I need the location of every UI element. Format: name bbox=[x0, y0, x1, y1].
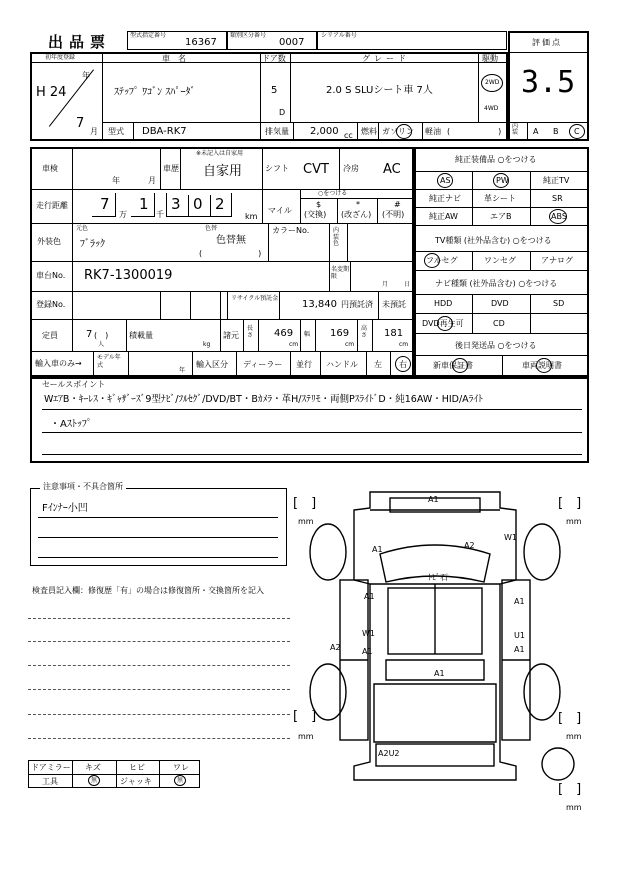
height-label: 高さ bbox=[361, 325, 368, 340]
tv-analog: アナログ bbox=[541, 256, 573, 265]
tv-fullseg: フルセグ bbox=[426, 256, 458, 265]
mm-front-right: mm bbox=[566, 517, 582, 526]
form-title: 出品票 bbox=[48, 33, 112, 51]
diag-label-rear-bumper: A2U2 bbox=[378, 749, 400, 758]
score-label: 評価点 bbox=[532, 38, 562, 47]
year-unit: 年 bbox=[82, 71, 90, 80]
diag-label-front-bumper: A1 bbox=[428, 495, 439, 504]
first-reg-label: 初年度登録 bbox=[45, 54, 76, 61]
car-damage-diagram bbox=[290, 480, 590, 820]
sales-line2: ・Aｽﾄｯﾌﾟ bbox=[50, 419, 92, 430]
nav-dvd-play: DVD再生可 bbox=[422, 319, 464, 328]
bracket-spare: [ ] bbox=[558, 782, 582, 797]
nav-cd: CD bbox=[493, 319, 505, 328]
nav-sd: SD bbox=[553, 299, 565, 308]
serial-label: シリアル番号 bbox=[321, 32, 357, 39]
sales-line1: WｴｱB・ｷｰﾚｽ・ｷﾞｬｻﾞｰｽﾞ9型ﾅﾋﾞ/ﾌﾙｾｸﾞ/DVD/BT・Bｶﾒﾗ・革H/ｽﾃﾘﾓ・両側PｽﾗｲﾄﾞD・純16AW・HID/Aﾗｲﾄ bbox=[44, 394, 483, 405]
name-change-day: 日 bbox=[404, 281, 411, 288]
tool-label: 工具 bbox=[42, 777, 58, 786]
chassis-value: RK7-1300019 bbox=[84, 268, 173, 283]
interior-label: 内装 bbox=[512, 123, 519, 136]
capacity-value: 7 bbox=[86, 329, 93, 340]
mileage-digit4: 0 bbox=[193, 195, 203, 213]
interior-a: A bbox=[533, 127, 539, 136]
equip-as-circle bbox=[437, 173, 453, 188]
history-note: ※未記入は自家用 bbox=[196, 150, 244, 157]
ware-label: ワレ bbox=[173, 763, 189, 772]
equip-navi: 純正ナビ bbox=[429, 194, 461, 203]
unknown-label: (不明) bbox=[382, 210, 405, 219]
nav-hdd: HDD bbox=[434, 299, 453, 308]
notes-title: 注意事項・不具合箇所 bbox=[40, 483, 126, 491]
tool-mark: 無 bbox=[91, 777, 98, 784]
notes-line1: Fｲﾝﾅｰ小凹 bbox=[42, 503, 88, 514]
history-value: 自家用 bbox=[203, 164, 243, 179]
tamper-sym: * bbox=[356, 200, 360, 209]
length-unit: cm bbox=[289, 341, 299, 348]
import-class-label: 輸入区分 bbox=[196, 360, 228, 369]
tv-title: TV種類 (社外品含む) ○をつける bbox=[435, 236, 552, 245]
color-repaint-label: 色替 bbox=[205, 225, 218, 232]
diag-label-left-quarter: A2 bbox=[330, 643, 341, 652]
later-warranty-circle bbox=[452, 358, 468, 373]
interior-c-circle bbox=[569, 124, 585, 139]
diag-label-front-right: W1 bbox=[504, 533, 517, 542]
diag-label-hood-left: A1 bbox=[372, 545, 383, 554]
not-deposited: 未預託 bbox=[382, 300, 406, 309]
recycle-unit: 円 bbox=[341, 300, 349, 309]
color-paren: ( ) bbox=[199, 249, 262, 258]
later-warranty: 新車保証書 bbox=[433, 361, 473, 370]
int-color-label: 内装色 bbox=[333, 227, 340, 248]
mileage-digit5: 2 bbox=[215, 195, 225, 213]
mileage-digit2: 1 bbox=[139, 195, 149, 213]
type-value: DBA-RK7 bbox=[142, 126, 187, 137]
mile-label: マイル bbox=[268, 206, 292, 215]
bracket-rear-right: [ ] bbox=[558, 711, 582, 726]
door-mirror-label: ドアミラー bbox=[31, 763, 71, 772]
shift-value: CVT bbox=[303, 162, 329, 177]
later-title: 後日発送品 ○をつける bbox=[455, 341, 537, 350]
displacement-unit: cc bbox=[344, 131, 353, 140]
sales-label: セールスポイント bbox=[42, 380, 106, 389]
nav-title: ナビ種類 (社外品含む) ○をつける bbox=[435, 279, 558, 288]
inspection-label: 車検 bbox=[42, 164, 58, 173]
chassis-label: 車台No. bbox=[36, 271, 66, 280]
parallel-label: 並行 bbox=[296, 360, 312, 369]
later-manual: 車両説明書 bbox=[522, 361, 562, 370]
diag-label-left-rear-door-w: W1 bbox=[362, 629, 375, 638]
interior-b: B bbox=[553, 127, 559, 136]
jack-mark: 無 bbox=[177, 777, 184, 784]
inspection-year: 年 bbox=[112, 176, 120, 185]
name-change-month: 月 bbox=[382, 281, 389, 288]
shift-label: シフト bbox=[265, 164, 289, 173]
type-label: 型式 bbox=[108, 127, 124, 136]
color-no-label: カラーNo. bbox=[272, 226, 310, 235]
length-label: 長さ bbox=[247, 325, 254, 340]
interior-c: C bbox=[574, 127, 580, 136]
equip-as: AS bbox=[440, 176, 451, 185]
bracket-front-right: [ ] bbox=[558, 496, 582, 511]
handle-right-circle bbox=[395, 356, 411, 372]
diag-label-left-front-door: A1 bbox=[364, 592, 375, 601]
first-reg-month: 7 bbox=[76, 116, 85, 131]
diesel-paren: ( ) bbox=[447, 127, 502, 136]
grade-label: グレード bbox=[362, 54, 410, 63]
sales-point-box bbox=[30, 377, 589, 463]
unknown-sym: # bbox=[394, 200, 401, 209]
fuel-value: ガソリン bbox=[382, 127, 414, 136]
first-reg-era: H 24 bbox=[36, 85, 67, 100]
diag-label-rear: A1 bbox=[434, 669, 445, 678]
mileage-opt-title: ○をつける bbox=[318, 190, 348, 197]
tv-fullseg-circle bbox=[424, 253, 440, 268]
mileage-unit-man: 万 bbox=[119, 210, 127, 219]
diag-label-right-rear-u: U1 bbox=[514, 631, 525, 640]
mileage-unit-km: km bbox=[245, 212, 258, 221]
car-name-label: 車 名 bbox=[162, 54, 186, 63]
inspection-month: 月 bbox=[148, 176, 156, 185]
load-label: 積載量 bbox=[129, 331, 153, 340]
dims-label: 諸元 bbox=[223, 331, 239, 340]
equip-leather: 革シート bbox=[484, 194, 516, 203]
history-label: 車歴 bbox=[163, 164, 179, 173]
equip-sr: SR bbox=[552, 194, 563, 203]
doors-value: 5 bbox=[271, 85, 278, 96]
handle-label: ハンドル bbox=[326, 360, 358, 369]
left-label: 左 bbox=[374, 360, 382, 369]
width-unit: cm bbox=[345, 341, 355, 348]
equip-pw-circle bbox=[493, 173, 509, 188]
exchange-sym: $ bbox=[316, 200, 322, 209]
bracket-front-left: [ ] bbox=[293, 496, 317, 511]
category-label: 類別区分番号 bbox=[230, 32, 267, 39]
notes-box bbox=[30, 488, 287, 566]
mileage-digit1: 7 bbox=[100, 195, 110, 213]
recycle-label-1: リサイクル預託金 bbox=[231, 295, 279, 302]
model-cert-value: 16367 bbox=[185, 37, 217, 48]
displacement-value: 2,000 bbox=[310, 126, 339, 137]
grade-value: 2.0 S SLUシート車 7人 bbox=[326, 85, 433, 96]
tool-circle bbox=[88, 775, 100, 786]
load-unit: kg bbox=[203, 341, 211, 348]
doors-type: D bbox=[279, 108, 286, 117]
width-value: 169 bbox=[330, 328, 350, 339]
deposited: 預託済 bbox=[349, 300, 373, 309]
diag-label-right-front-door: A1 bbox=[514, 597, 525, 606]
diag-label-hood: A2 bbox=[464, 541, 475, 550]
inspector-note: 検査員記入欄：修復歴「有」の場合は修復箇所・交換箇所を記入 bbox=[32, 586, 264, 595]
capacity-label: 定員 bbox=[42, 331, 58, 340]
equip-airbag: エアB bbox=[490, 212, 512, 221]
drive-2wd: 2WD bbox=[485, 79, 500, 86]
height-value: 181 bbox=[384, 328, 404, 339]
diag-label-windshield: ﾄﾋﾞ石 bbox=[428, 573, 448, 582]
ac-label: 冷房 bbox=[343, 164, 359, 173]
drive-label: 駆動 bbox=[482, 54, 498, 63]
equip-tv: 純正TV bbox=[543, 176, 570, 185]
capacity-paren: ( ) bbox=[94, 331, 109, 340]
drive-4wd: 4WD bbox=[484, 105, 499, 112]
tamper-label: (改ざん) bbox=[341, 210, 372, 219]
equipment-title: 純正装備品 ○をつける bbox=[455, 155, 537, 164]
length-value: 469 bbox=[274, 328, 294, 339]
width-label: 幅 bbox=[304, 331, 311, 338]
color-repaint-value: 色替無 bbox=[216, 235, 246, 246]
diesel-label: 軽油 bbox=[425, 127, 441, 136]
model-cert-label: 型式指定番号 bbox=[130, 32, 167, 39]
displacement-label: 排気量 bbox=[265, 127, 289, 136]
ext-color-label: 外装色 bbox=[37, 237, 61, 246]
nav-dvd: DVD bbox=[491, 299, 509, 308]
mm-spare: mm bbox=[566, 803, 582, 812]
jack-label: ジャッキ bbox=[120, 777, 152, 786]
model-year-label: モデル年式 bbox=[97, 354, 121, 369]
mm-front-left: mm bbox=[298, 517, 314, 526]
equip-abs-circle bbox=[549, 209, 567, 224]
orig-color-label: 元色 bbox=[76, 225, 89, 232]
import-label: 輸入車のみ→ bbox=[35, 359, 82, 368]
mileage-unit-sen: 千 bbox=[156, 210, 164, 219]
height-unit: cm bbox=[399, 341, 409, 348]
recycle-value: 13,840 bbox=[302, 299, 337, 310]
diag-label-right-rear-a: A1 bbox=[514, 645, 525, 654]
mm-rear-right: mm bbox=[566, 732, 582, 741]
jack-circle bbox=[174, 775, 186, 786]
name-change-label: 名変期限 bbox=[331, 266, 350, 281]
right-label: 右 bbox=[399, 360, 407, 369]
doors-label: ドア数 bbox=[262, 54, 286, 63]
hibi-label: ヒビ bbox=[129, 763, 145, 772]
score-value: 3.5 bbox=[521, 65, 576, 100]
capacity-unit: 人 bbox=[98, 341, 105, 348]
category-value: 0007 bbox=[279, 37, 305, 48]
orig-color-value: ﾌﾞﾗｯｸ bbox=[80, 239, 105, 250]
equip-aw: 純正AW bbox=[429, 212, 458, 221]
mm-rear-left: mm bbox=[298, 732, 314, 741]
fuel-circle bbox=[396, 124, 412, 139]
reg-no-label: 登録No. bbox=[36, 300, 66, 309]
nav-dvd-play-circle bbox=[437, 316, 453, 331]
ac-value: AC bbox=[383, 162, 401, 177]
model-year-unit: 年 bbox=[179, 367, 186, 374]
dealer-label: ディーラー bbox=[243, 360, 283, 369]
diag-label-left-rear-door-a: A1 bbox=[362, 647, 373, 656]
bracket-rear-left: [ ] bbox=[293, 709, 317, 724]
later-manual-circle bbox=[536, 358, 552, 373]
fuel-label: 燃料 bbox=[361, 127, 377, 136]
mileage-label: 走行距離 bbox=[36, 201, 68, 210]
crack-label: キズ bbox=[85, 763, 101, 772]
tv-oneseg: ワンセグ bbox=[484, 256, 516, 265]
exchange-label: (交換) bbox=[304, 210, 327, 219]
car-name-value: ｽﾃｯﾌﾟ ﾜｺﾞﾝ ｽﾊﾟｰﾀﾞ bbox=[114, 87, 196, 98]
equip-abs: ABS bbox=[551, 212, 567, 221]
month-unit: 月 bbox=[90, 127, 98, 136]
equip-pw: PW bbox=[496, 176, 509, 185]
mileage-digit3: 3 bbox=[171, 195, 181, 213]
